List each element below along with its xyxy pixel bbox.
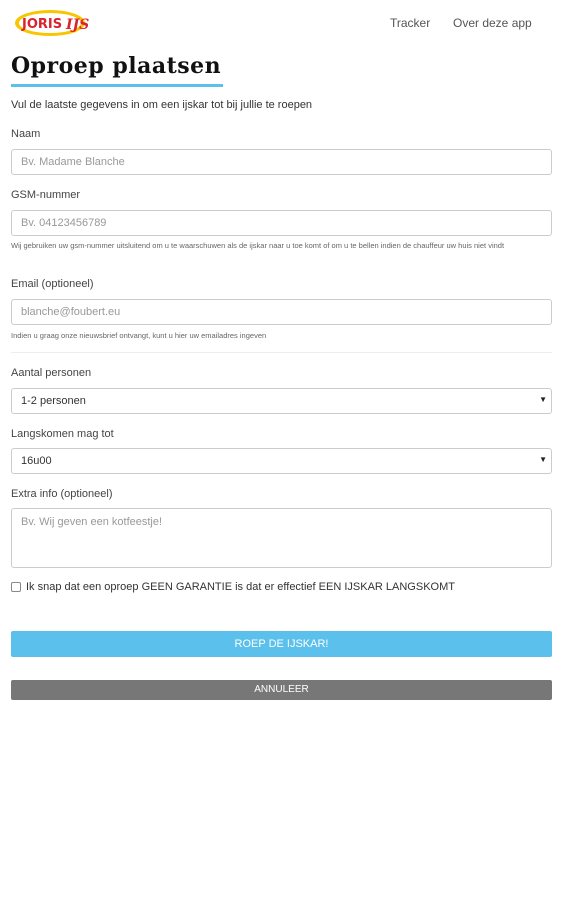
persons-select[interactable] <box>11 388 552 414</box>
email-help-text: Indien u graag onze nieuwsbrief ontvangt, kunt u hier uw emailadres ingeven <box>11 331 267 340</box>
agree-label[interactable]: Ik snap dat een oproep GEEN GARANTIE is dat er effectief EEN IJSKAR LANGSKOMT <box>26 581 455 593</box>
phone-help-text: Wij gebruiken uw gsm-nummer uitsluitend om u te waarschuwen als de ijskar naar u toe komt of om u te bellen indien de chauffeur uw huis niet vindt <box>11 241 505 250</box>
svg-text:JORIS: JORIS <box>22 17 63 32</box>
page-title: Oproep plaatsen <box>11 53 222 79</box>
submit-button[interactable]: ROEP DE IJSKAR! <box>11 631 552 657</box>
joris-ijs-logo[interactable] <box>14 8 90 38</box>
title-underline <box>11 84 223 87</box>
divider <box>11 352 552 353</box>
caret-down-icon: ▼ <box>539 395 547 404</box>
persons-select-value: 1-2 personen <box>21 395 86 407</box>
nav-about-link[interactable]: Over deze app <box>453 16 532 30</box>
navbar <box>0 0 563 48</box>
phone-label: GSM-nummer <box>11 189 81 201</box>
cancel-button[interactable]: ANNULEER <box>11 680 552 700</box>
name-input[interactable] <box>11 149 552 175</box>
phone-input[interactable] <box>11 210 552 236</box>
email-label: Email (optioneel) <box>11 278 94 290</box>
until-label: Langskomen mag tot <box>11 428 114 440</box>
caret-down-icon: ▼ <box>539 455 547 464</box>
agree-checkbox[interactable] <box>11 582 21 592</box>
until-select[interactable] <box>11 448 552 474</box>
nav-tracker-link[interactable]: Tracker <box>390 16 431 30</box>
email-input[interactable] <box>11 299 552 325</box>
intro-text: Vul de laatste gegevens in om een ijskar tot bij jullie te roepen <box>11 99 313 111</box>
extra-textarea[interactable] <box>11 508 552 568</box>
name-label: Naam <box>11 128 41 140</box>
until-select-value: 16u00 <box>21 455 52 467</box>
extra-label: Extra info (optioneel) <box>11 488 113 500</box>
svg-text:IJS: IJS <box>66 17 90 33</box>
persons-label: Aantal personen <box>11 367 92 379</box>
